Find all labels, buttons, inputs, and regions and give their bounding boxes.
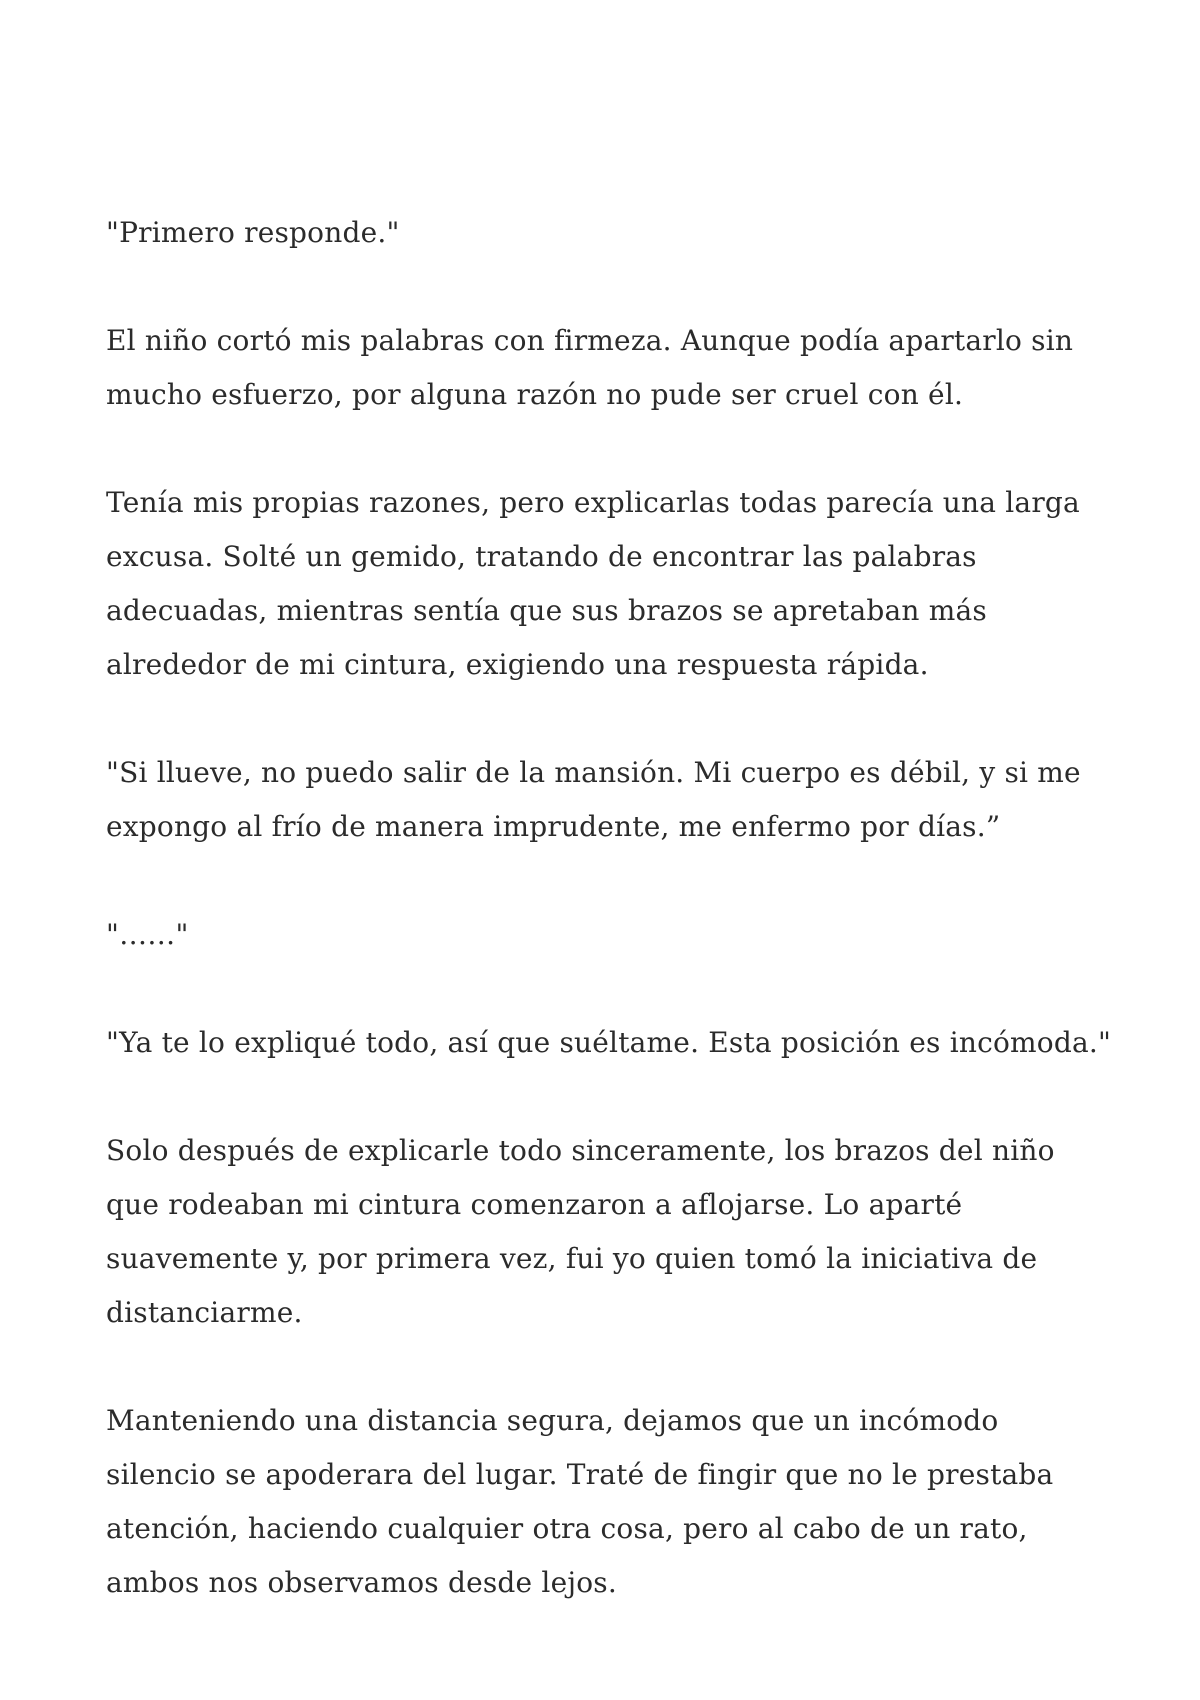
paragraph-dialogue-3: "……" <box>106 918 189 951</box>
paragraph-narration-3: Solo después de explicarle todo sinceramente, los brazos del niño que rodeaban mi cintura comenzaron a aflojarse. Lo aparté suavemente y, por primera vez, fui yo quien tomó la iniciativa de distanciarme. <box>106 1134 1055 1329</box>
paragraph-dialogue-4: "Ya te lo expliqué todo, así que suéltame. Esta posición es incómoda." <box>106 1026 1112 1059</box>
paragraph-dialogue-2: "Si llueve, no puedo salir de la mansión. Mi cuerpo es débil, y si me expongo al frío de manera imprudente, me enfermo por días.” <box>106 756 1081 843</box>
paragraph-narration-1: El niño cortó mis palabras con firmeza. Aunque podía apartarlo sin mucho esfuerzo, por alguna razón no pude ser cruel con él. <box>106 324 1074 411</box>
paragraph-dialogue-1: "Primero responde." <box>106 216 400 249</box>
document-page <box>106 206 1116 1610</box>
paragraph-narration-2: Tenía mis propias razones, pero explicarlas todas parecía una larga excusa. Solté un gemido, tratando de encontrar las palabras adecuadas, mientras sentía que sus brazos se apretaban más alrededor de mi cintura, exigiendo una respuesta rápida. <box>106 486 1080 681</box>
paragraph-narration-4: Manteniendo una distancia segura, dejamos que un incómodo silencio se apoderara del lugar. Traté de fingir que no le prestaba atención, haciendo cualquier otra cosa, pero al cabo de un rato, ambos nos observamos desde lejos. <box>106 1404 1054 1599</box>
